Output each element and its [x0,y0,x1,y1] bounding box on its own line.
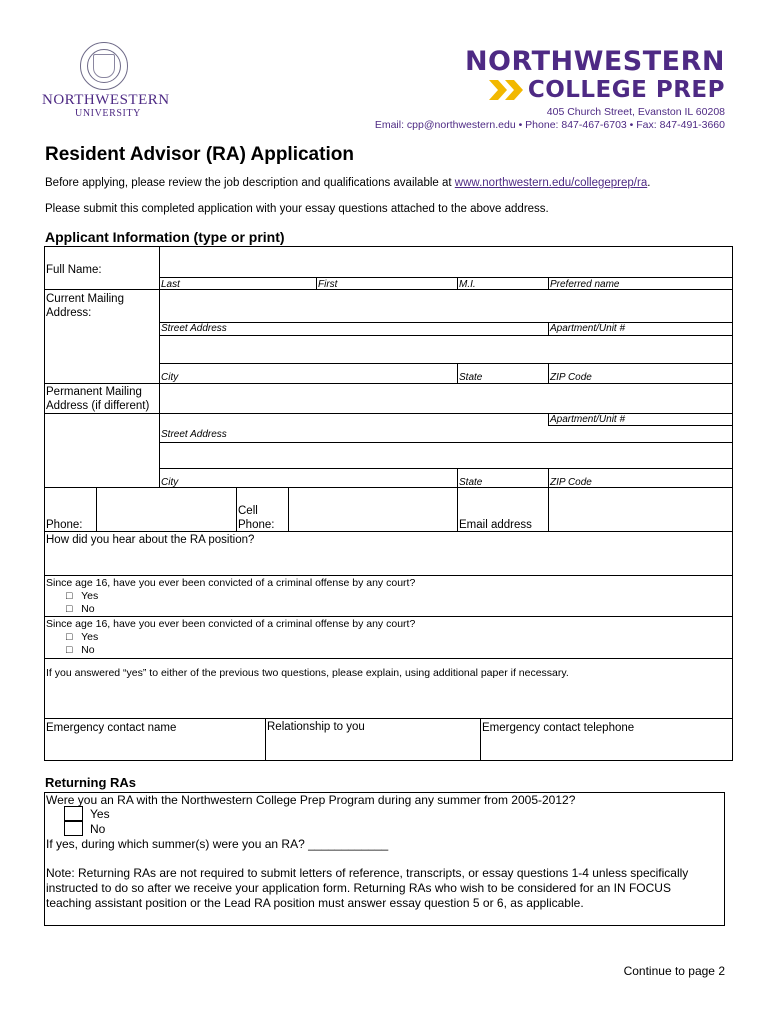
email-label: Email address [459,519,532,531]
how-heard-label: How did you hear about the RA position? [46,534,255,546]
street-caption: Street Address [161,323,227,334]
chevron-logo-icon [489,80,529,100]
checkbox-icon: □ [66,590,73,602]
city-caption-2: City [161,477,179,488]
state-caption: State [459,372,483,383]
conviction-1-yes-option[interactable]: □ Yes [66,590,99,602]
program-contact: Email: cpp@northwestern.edu • Phone: 847-467-6703 • Fax: 847-491-3660 [374,119,725,131]
university-seal-icon [80,42,128,90]
emergency-name-label: Emergency contact name [46,722,177,734]
returning-yes-label: Yes [90,807,110,821]
conviction-2-yes-option[interactable]: □ Yes [66,631,99,643]
continue-note: Continue to page 2 [623,964,725,978]
page-title: Resident Advisor (RA) Application [45,144,354,165]
conviction-question-1: Since age 16, have you ever been convicted of a criminal offense by any court? [46,577,416,589]
zip-caption-2: ZIP Code [550,477,592,488]
job-description-link[interactable]: www.northwestern.edu/collegeprep/ra [454,177,648,189]
checkbox-icon: □ [66,631,73,643]
program-address: 405 Church Street, Evanston IL 60208 [546,106,725,118]
preferred-name-caption: Preferred name [550,279,620,290]
emergency-phone-label: Emergency contact telephone [482,722,635,734]
returning-section-title: Returning RAs [45,775,136,790]
conviction-question-2: Since age 16, have you ever been convicted of a criminal offense by any court? [46,618,416,630]
returning-no-checkbox[interactable] [64,821,83,836]
returning-note: Note: Returning RAs are not required to submit letters of reference, transcripts, or essay questions 1-4 unless specifically instructed to do so after we receive your application form. Returning RAs who wish to be considered for an IN FOCUS teaching assistant position or the Lead RA position must answer essay question 5 or 6, as applicable. [46,866,689,910]
conviction-2-no-option[interactable]: □ No [66,644,95,656]
permanent-mailing-label: Permanent Mailing Address (if different) [46,386,150,412]
checkbox-icon: □ [66,644,73,656]
applicant-section-title: Applicant Information (type or print) [45,229,285,245]
last-name-caption: Last [161,279,180,290]
city-caption: City [161,372,179,383]
university-subtitle: UNIVERSITY [75,108,141,119]
explain-label: If you answered “yes” to either of the previous two questions, please explain, using additional paper if necessary. [46,667,569,679]
intro-paragraph: Before applying, please review the job description and qualifications available at www.northwestern.edu/collegeprep/ra. [45,177,651,189]
middle-initial-caption: M.I. [459,279,476,290]
zip-caption: ZIP Code [550,372,592,383]
returning-no-label: No [90,822,106,836]
university-name: NORTHWESTERN [42,92,170,108]
full-name-label: Full Name: [46,264,102,276]
apartment-caption: Apartment/Unit # [550,323,626,334]
apartment-caption-2: Apartment/Unit # [550,414,626,425]
checkbox-icon: □ [66,603,73,615]
returning-yes-checkbox[interactable] [64,806,83,821]
street-caption-2: Street Address [161,429,227,440]
current-mailing-label: Current Mailing Address: [46,293,124,319]
cell-phone-label: Cell Phone: [238,505,275,531]
first-name-caption: First [318,279,338,290]
which-summer-question: If yes, during which summer(s) were you an RA? ____________ [46,837,389,851]
state-caption-2: State [459,477,483,488]
program-name-line1: NORTHWESTERN [464,46,725,77]
conviction-1-no-option[interactable]: □ No [66,603,95,615]
relationship-label: Relationship to you [267,721,365,733]
returning-question: Were you an RA with the Northwestern College Prep Program during any summer from 2005-2012? [46,793,576,807]
program-name-line2: COLLEGE PREP [527,77,725,103]
phone-label: Phone: [46,519,83,531]
submit-instructions: Please submit this completed application with your essay questions attached to the above address. [45,203,549,215]
